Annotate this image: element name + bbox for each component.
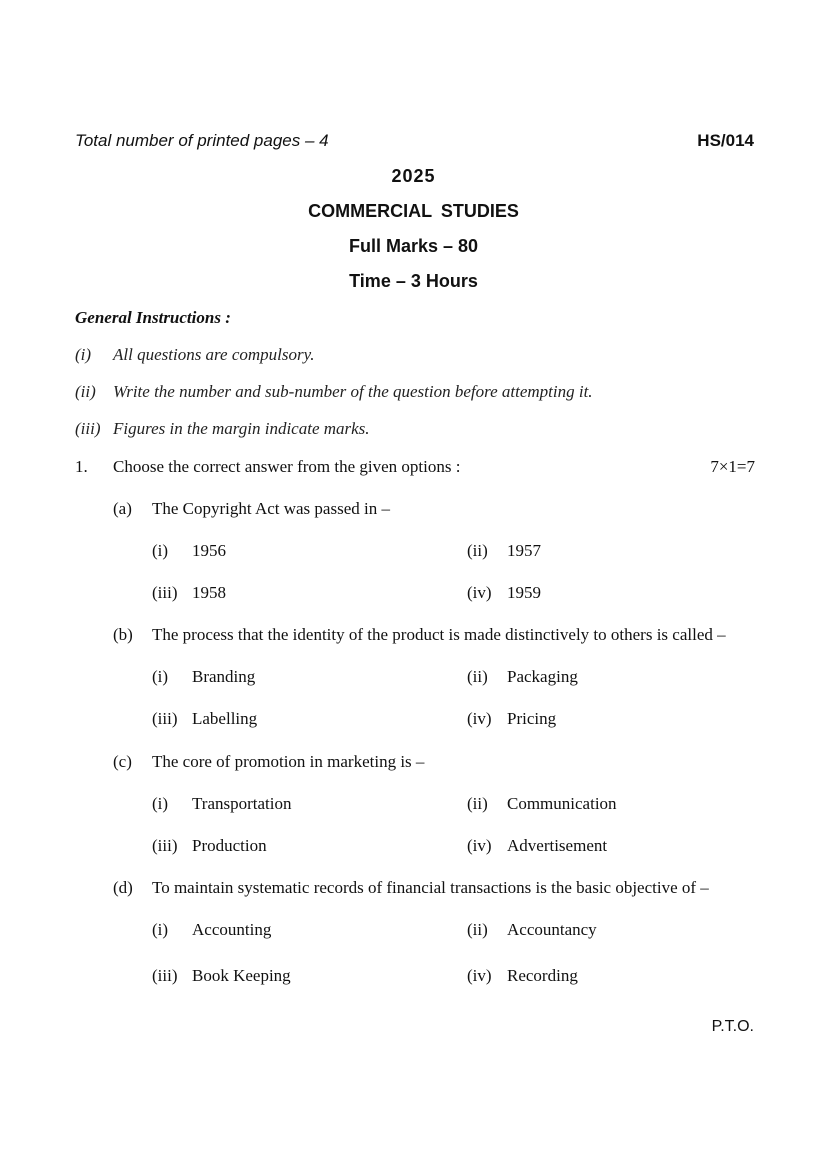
option-number: (ii): [467, 541, 488, 560]
question-number: 1.: [75, 457, 88, 476]
option-text: Accountancy: [507, 920, 597, 939]
instruction-number: (ii): [75, 382, 96, 401]
full-marks: Full Marks – 80: [348, 236, 479, 256]
paper-code: HS/014: [697, 131, 754, 150]
instruction-number: (iii): [75, 419, 101, 438]
instruction-text: Write the number and sub-number of the question before attempting it.: [113, 382, 593, 401]
option-number: (iv): [467, 709, 492, 728]
option-number: (i): [152, 667, 169, 686]
option-text: Accounting: [192, 920, 272, 939]
subquestion-label: (b): [113, 625, 133, 644]
subquestion-label: (c): [113, 752, 132, 771]
option-text: Branding: [192, 667, 256, 686]
option-text: Labelling: [192, 709, 258, 728]
subquestion-text: The core of promotion in marketing is –: [152, 752, 425, 771]
option-number: (ii): [467, 667, 488, 686]
subquestion-text: The process that the identity of the product is made distinctively to others is called –: [152, 625, 726, 644]
option-text: 1959: [507, 583, 541, 602]
option-text: Pricing: [507, 709, 557, 728]
option-number: (iii): [152, 836, 178, 855]
option-number: (ii): [467, 920, 488, 939]
option-number: (i): [152, 794, 169, 813]
option-number: (i): [152, 541, 169, 560]
pto-note: P.T.O.: [711, 1018, 754, 1035]
option-number: (iv): [467, 966, 492, 985]
subquestion-text: To maintain systematic records of financial transactions is the basic objective of –: [152, 878, 709, 897]
option-text: Book Keeping: [192, 966, 291, 985]
option-text: Transportation: [192, 794, 292, 813]
option-text: Advertisement: [507, 836, 608, 855]
question-marks: 7×1=7: [710, 457, 755, 476]
option-number: (i): [152, 920, 169, 939]
exam-time: Time – 3 Hours: [349, 271, 478, 291]
option-number: (iv): [467, 836, 492, 855]
option-text: 1957: [507, 541, 541, 560]
option-number: (iii): [152, 583, 178, 602]
subquestion-label: (d): [113, 878, 133, 897]
subquestion-label: (a): [113, 499, 132, 518]
option-text: Packaging: [507, 667, 578, 686]
instruction-text: All questions are compulsory.: [113, 345, 315, 364]
option-text: 1956: [192, 541, 226, 560]
general-instructions-title: General Instructions :: [75, 308, 231, 327]
option-number: (iii): [152, 709, 178, 728]
exam-year: 2025: [391, 166, 436, 186]
exam-subject: COMMERCIAL STUDIES: [308, 201, 519, 221]
instruction-number: (i): [75, 345, 92, 364]
option-number: (iv): [467, 583, 492, 602]
option-number: (ii): [467, 794, 488, 813]
question-text: Choose the correct answer from the given options :: [113, 457, 461, 476]
option-text: Production: [192, 836, 267, 855]
subquestion-text: The Copyright Act was passed in –: [152, 499, 390, 518]
option-number: (iii): [152, 966, 178, 985]
option-text: Recording: [507, 966, 578, 985]
instruction-text: Figures in the margin indicate marks.: [113, 419, 370, 438]
total-pages-note: Total number of printed pages – 4: [75, 131, 329, 150]
option-text: 1958: [192, 583, 226, 602]
option-text: Communication: [507, 794, 617, 813]
